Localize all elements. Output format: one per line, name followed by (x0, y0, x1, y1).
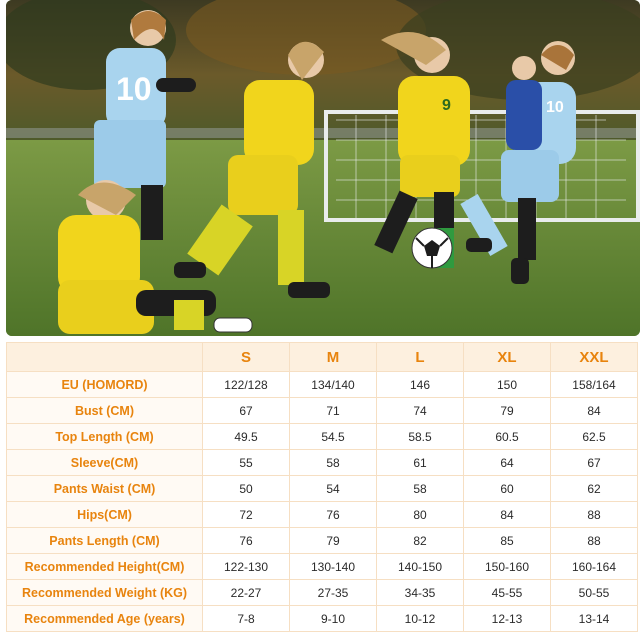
table-row (7, 476, 638, 502)
table-cell: 45-55 (464, 580, 551, 606)
table-cell: 60 (464, 476, 551, 502)
size-table-body (7, 372, 638, 632)
row-label: EU (HOMORD) (7, 372, 203, 398)
table-cell: 88 (551, 502, 638, 528)
size-header-xl: XL (464, 343, 551, 372)
table-cell: 76 (203, 528, 290, 554)
soccer-scene (6, 0, 640, 336)
table-cell: 62.5 (551, 424, 638, 450)
row-label: Sleeve(CM) (7, 450, 203, 476)
size-header-m: M (290, 343, 377, 372)
table-cell: 10-12 (377, 606, 464, 632)
table-row (7, 398, 638, 424)
table-cell: 67 (203, 398, 290, 424)
table-cell: 64 (464, 450, 551, 476)
table-cell: 55 (203, 450, 290, 476)
table-cell: 67 (551, 450, 638, 476)
table-cell: 49.5 (203, 424, 290, 450)
svg-text:10: 10 (116, 71, 152, 107)
table-cell: 140-150 (377, 554, 464, 580)
table-cell: 58 (377, 476, 464, 502)
table-cell: 34-35 (377, 580, 464, 606)
row-label: Recommended Weight (KG) (7, 580, 203, 606)
size-header-s: S (203, 343, 290, 372)
table-cell: 62 (551, 476, 638, 502)
table-cell: 27-35 (290, 580, 377, 606)
table-cell: 74 (377, 398, 464, 424)
table-row (7, 528, 638, 554)
table-cell: 84 (464, 502, 551, 528)
table-row (7, 580, 638, 606)
row-label: Top Length (CM) (7, 424, 203, 450)
table-cell: 82 (377, 528, 464, 554)
svg-text:10: 10 (546, 99, 564, 116)
table-cell: 60.5 (464, 424, 551, 450)
size-chart-table (6, 342, 638, 632)
table-cell: 79 (464, 398, 551, 424)
soccer-photo (6, 0, 640, 336)
table-cell: 12-13 (464, 606, 551, 632)
table-cell: 76 (290, 502, 377, 528)
size-header-l: L (377, 343, 464, 372)
table-cell: 134/140 (290, 372, 377, 398)
table-cell: 50 (203, 476, 290, 502)
table-cell: 84 (551, 398, 638, 424)
table-cell: 9-10 (290, 606, 377, 632)
table-cell: 130-140 (290, 554, 377, 580)
table-cell: 88 (551, 528, 638, 554)
table-row (7, 450, 638, 476)
table-cell: 79 (290, 528, 377, 554)
table-row (7, 502, 638, 528)
table-cell: 7-8 (203, 606, 290, 632)
table-cell: 71 (290, 398, 377, 424)
row-label: Hips(CM) (7, 502, 203, 528)
table-cell: 50-55 (551, 580, 638, 606)
table-row (7, 606, 638, 632)
table-row (7, 554, 638, 580)
size-header-xxl: XXL (551, 343, 638, 372)
table-cell: 150-160 (464, 554, 551, 580)
table-row (7, 372, 638, 398)
table-cell: 160-164 (551, 554, 638, 580)
table-row (7, 424, 638, 450)
table-cell: 72 (203, 502, 290, 528)
table-cell: 122/128 (203, 372, 290, 398)
table-cell: 58.5 (377, 424, 464, 450)
corner-cell (7, 343, 203, 372)
row-label: Pants Length (CM) (7, 528, 203, 554)
table-cell: 150 (464, 372, 551, 398)
table-cell: 80 (377, 502, 464, 528)
table-cell: 13-14 (551, 606, 638, 632)
soccer-ball-icon (412, 228, 452, 268)
table-cell: 122-130 (203, 554, 290, 580)
row-label: Recommended Age (years) (7, 606, 203, 632)
row-label: Recommended Height(CM) (7, 554, 203, 580)
table-cell: 22-27 (203, 580, 290, 606)
table-cell: 58 (290, 450, 377, 476)
table-cell: 158/164 (551, 372, 638, 398)
table-cell: 54 (290, 476, 377, 502)
svg-text:9: 9 (442, 97, 451, 114)
table-cell: 146 (377, 372, 464, 398)
table-cell: 85 (464, 528, 551, 554)
table-cell: 61 (377, 450, 464, 476)
size-header-row (7, 343, 638, 372)
row-label: Bust (CM) (7, 398, 203, 424)
row-label: Pants Waist (CM) (7, 476, 203, 502)
table-cell: 54.5 (290, 424, 377, 450)
